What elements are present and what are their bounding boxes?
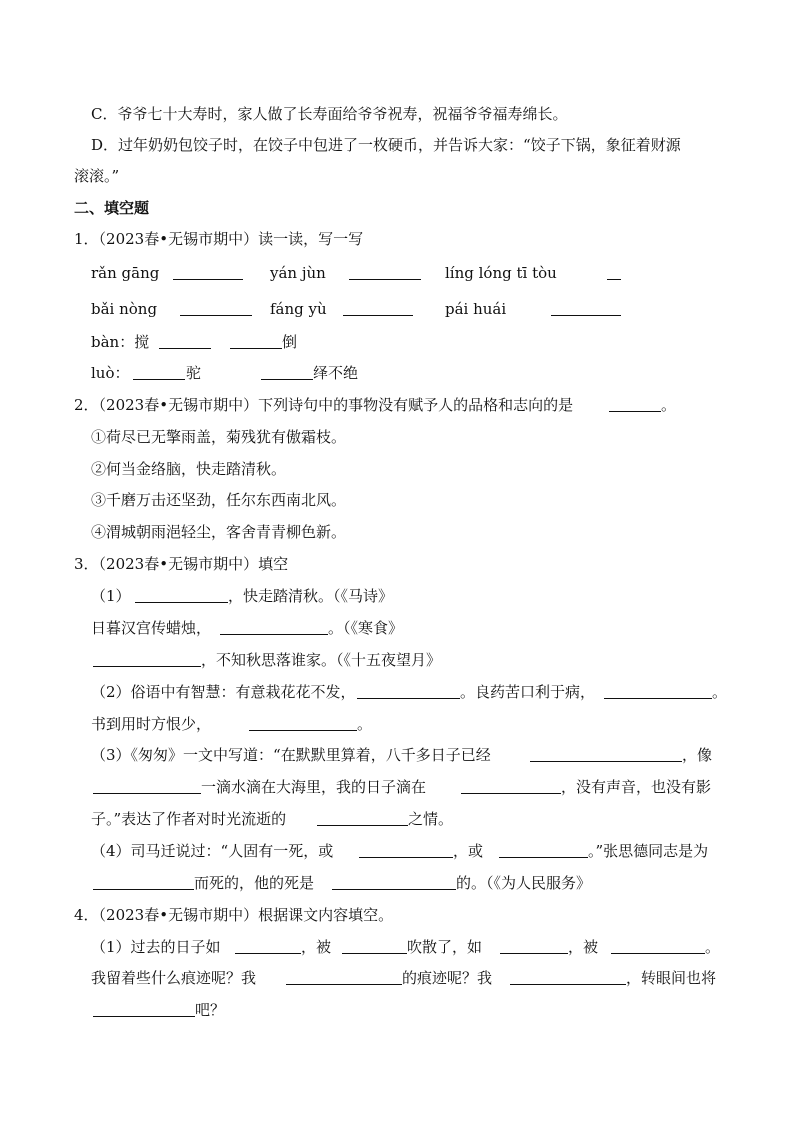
answer-blank[interactable] bbox=[349, 265, 421, 280]
answer-blank[interactable] bbox=[530, 747, 682, 762]
q3-stem: 3．（2023春•无锡市期中）填空 bbox=[74, 555, 289, 573]
luo-end: 绎不绝 bbox=[313, 364, 359, 382]
pinyin-ran-gang: rǎn gāng bbox=[91, 264, 160, 282]
q3-p3-c: 一滴水滴在大海里，我的日子滴在 bbox=[201, 778, 427, 796]
answer-blank[interactable] bbox=[93, 652, 201, 667]
q3-p2-a: （2）俗语中有智慧：有意栽花花不发， bbox=[91, 683, 356, 701]
q3-p2-e: 。 bbox=[357, 715, 373, 733]
answer-blank[interactable] bbox=[500, 939, 568, 954]
answer-blank[interactable] bbox=[359, 843, 453, 858]
answer-blank[interactable] bbox=[332, 875, 456, 890]
q4-stem: 4．（2023春•无锡市期中）根据课文内容填空。 bbox=[74, 906, 394, 924]
answer-blank[interactable] bbox=[220, 620, 328, 635]
answer-blank[interactable] bbox=[180, 301, 252, 316]
answer-blank[interactable] bbox=[342, 939, 407, 954]
answer-blank[interactable] bbox=[357, 684, 460, 699]
answer-blank[interactable] bbox=[611, 939, 705, 954]
q4-l1-b: ，被 bbox=[301, 938, 332, 956]
q3-p1-a: （1） bbox=[91, 587, 131, 605]
answer-blank[interactable] bbox=[609, 397, 661, 412]
q3-p4-e: 的。（《为人民服务》 bbox=[456, 874, 592, 892]
answer-blank[interactable] bbox=[159, 334, 211, 349]
q4-l2-c: ，转眼间也将 bbox=[626, 969, 717, 987]
q2-item: ④渭城朝雨浥轻尘，客舍青青柳色新。 bbox=[91, 523, 347, 541]
q3-p1-e: ，不知秋思落谁家。（《十五夜望月》 bbox=[201, 651, 442, 669]
answer-blank[interactable] bbox=[343, 301, 413, 316]
q2-item: ①荷尽已无擎雨盖，菊残犹有傲霜枝。 bbox=[91, 428, 347, 446]
pinyin-pai-huai: pái huái bbox=[445, 300, 507, 318]
q2-item: ③千磨万击还坚劲，任尔东西南北风。 bbox=[91, 491, 347, 509]
q1-stem: 1．（2023春•无锡市期中）读一读，写一写 bbox=[74, 230, 364, 248]
answer-blank[interactable] bbox=[607, 265, 621, 280]
q4-l1-c: 吹散了，如 bbox=[407, 938, 483, 956]
q2-stem-end: 。 bbox=[661, 396, 677, 414]
answer-blank[interactable] bbox=[551, 301, 621, 316]
option-d-line1: D．过年奶奶包饺子时，在饺子中包进了一枚硬币，并告诉大家：“饺子下锅，象征着财源 bbox=[91, 136, 681, 154]
answer-blank[interactable] bbox=[317, 811, 408, 826]
answer-blank[interactable] bbox=[235, 939, 301, 954]
q3-p2-d: 书到用时方恨少， bbox=[91, 715, 212, 733]
section-title: 二、填空题 bbox=[74, 199, 150, 217]
q3-p2-c: 。 bbox=[712, 683, 728, 701]
q2-stem: 2．（2023春•无锡市期中）下列诗句中的事物没有赋予人的品格和志向的是 bbox=[74, 396, 574, 414]
pinyin-fang-yu: fáng yù bbox=[270, 300, 327, 318]
q3-p4-b: ，或 bbox=[453, 842, 484, 860]
answer-blank[interactable] bbox=[93, 875, 194, 890]
q3-p3-f: 之情。 bbox=[408, 810, 454, 828]
answer-blank[interactable] bbox=[286, 970, 402, 985]
q4-l3-a: 吧？ bbox=[195, 1001, 226, 1019]
answer-blank[interactable] bbox=[249, 716, 357, 731]
ban-end: 倒 bbox=[282, 333, 298, 351]
ban-label: bàn：搅 bbox=[91, 333, 150, 351]
pinyin-ling-long-ti-tou: líng lóng tī tòu bbox=[445, 264, 557, 282]
q3-p4-a: （4）司马迁说过：“人固有一死，或 bbox=[91, 842, 334, 860]
q4-l1-a: （1）过去的日子如 bbox=[91, 938, 221, 956]
answer-blank[interactable] bbox=[461, 779, 561, 794]
q3-p1-d: 。（《寒食》 bbox=[328, 619, 404, 637]
option-d-line2: 滚滚。” bbox=[74, 167, 120, 185]
q3-p4-d: 而死的，他的死是 bbox=[194, 874, 315, 892]
answer-blank[interactable] bbox=[499, 843, 588, 858]
answer-blank[interactable] bbox=[261, 365, 313, 380]
luo-label: luò： bbox=[91, 364, 130, 382]
option-c: C．爷爷七十大寿时，家人做了长寿面给爷爷祝寿，祝福爷爷福寿绵长。 bbox=[91, 105, 568, 123]
q3-p3-b: ，像 bbox=[682, 746, 713, 764]
q3-p3-e: 子。”表达了作者对时光流逝的 bbox=[91, 810, 287, 828]
q3-p1-c: 日暮汉宫传蜡烛， bbox=[91, 619, 212, 637]
answer-blank[interactable] bbox=[510, 970, 626, 985]
q4-l2-b: 的痕迹呢？我 bbox=[402, 969, 493, 987]
q3-p4-c: 。”张思德同志是为 bbox=[588, 842, 709, 860]
pinyin-yan-jun: yán jùn bbox=[270, 264, 326, 282]
q3-p1-b: ，快走踏清秋。（《马诗》 bbox=[228, 587, 394, 605]
q2-item: ②何当金络脑，快走踏清秋。 bbox=[91, 460, 287, 478]
answer-blank[interactable] bbox=[604, 684, 712, 699]
answer-blank[interactable] bbox=[133, 365, 185, 380]
q4-l1-d: ，被 bbox=[568, 938, 599, 956]
q3-p3-d: ，没有声音，也没有影 bbox=[561, 778, 712, 796]
q3-p3-a: （3）《匆匆》一文中写道：“在默默里算着，八千多日子已经 bbox=[91, 746, 491, 764]
pinyin-bai-nong: bǎi nòng bbox=[91, 300, 158, 318]
q4-l2-a: 我留着些什么痕迹呢？我 bbox=[91, 969, 257, 987]
answer-blank[interactable] bbox=[173, 265, 243, 280]
q4-l1-e: 。 bbox=[705, 938, 721, 956]
answer-blank[interactable] bbox=[93, 779, 201, 794]
answer-blank[interactable] bbox=[230, 334, 282, 349]
answer-blank[interactable] bbox=[135, 588, 228, 603]
luo-mid: 驼 bbox=[186, 364, 202, 382]
q3-p2-b: 。良药苦口利于病， bbox=[460, 683, 596, 701]
answer-blank[interactable] bbox=[93, 1002, 195, 1017]
